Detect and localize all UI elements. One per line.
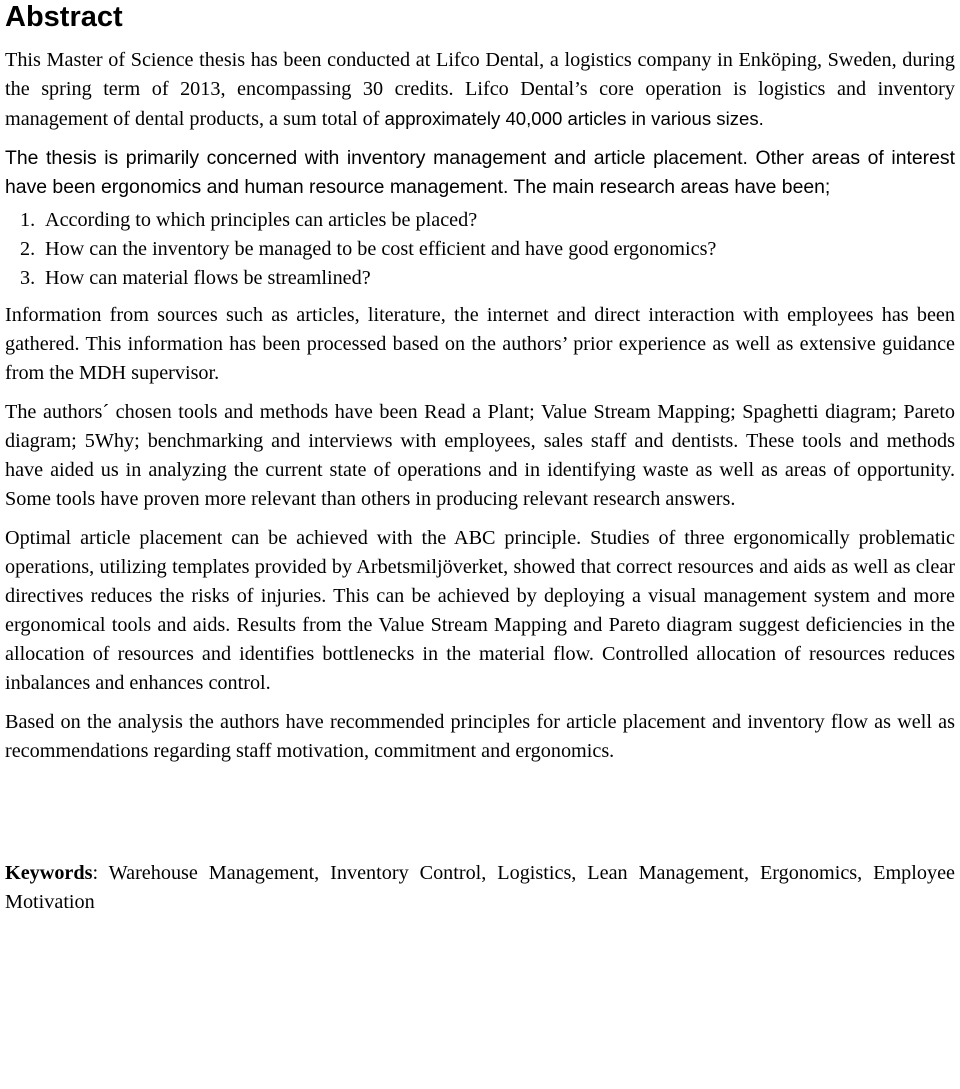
paragraph-methods: The authors´ chosen tools and methods have been Read a Plant; Value Stream Mapping; Spaghetti diagram; Pareto diagram; 5Why; benchmarking and interviews with employees, sales staff and dentists. These tools and methods have aided us in analyzing the current state of operations and in identifying waste as well as areas of opportunity. Some tools have proven more relevant than others in producing relevant research answers. [5, 401, 955, 510]
paragraph-sources: Information from sources such as articles, literature, the internet and direct interaction with employees has been gathered. This information has been processed based on the authors’ prior experience as well as extensive guidance from the MDH supervisor. [5, 304, 955, 384]
list-item [5, 264, 955, 293]
list-number: 2. [20, 238, 36, 260]
list-text: How can material flows be streamlined? [45, 267, 371, 289]
keywords-text: : Warehouse Management, Inventory Control, Logistics, Lean Management, Ergonomics, Employee Motivation [5, 862, 955, 913]
list-text: According to which principles can articles be placed? [45, 209, 478, 231]
paragraph-results: Optimal article placement can be achieved with the ABC principle. Studies of three ergonomically problematic operations, utilizing templates provided by Arbetsmiljöverket, showed that correct resources and aids as well as clear directives reduces the risks of injuries. This can be achieved by deploying a visual management system and more ergonomical tools and aids. Results from the Value Stream Mapping and Pareto diagram suggest deficiencies in the allocation of resources and identifies bottlenecks in the material flow. Controlled allocation of resources reduces inbalances and enhances control. [5, 527, 955, 694]
list-number: 3. [20, 267, 36, 289]
paragraph-conclusion: Based on the analysis the authors have recommended principles for article placement and inventory flow as well as recommendations regarding staff motivation, commitment and ergonomics. [5, 711, 955, 762]
intro-sans-text: approximately 40,000 articles in various sizes. [384, 108, 764, 129]
list-text: How can the inventory be managed to be cost efficient and have good ergonomics? [45, 238, 717, 260]
list-item [5, 235, 955, 264]
paragraph-intro [5, 46, 955, 134]
paragraph-scope: The thesis is primarily concerned with inventory management and article placement. Other areas of interest have been ergonomics and human resource management. The main research areas have been; [5, 147, 955, 198]
page-title: Abstract [5, 1, 123, 33]
abstract-page [5, 0, 955, 917]
research-questions-list [5, 206, 955, 293]
intro-serif-text: This Master of Science thesis has been conducted at Lifco Dental, a logistics company in Enköping, Sweden, during the spring term of 2013, encompassing 30 credits. Lifco Dental’s core operation is logistics and inventory management of dental products, a sum total of [5, 49, 955, 130]
keywords [5, 859, 955, 917]
list-number: 1. [20, 209, 36, 231]
list-item [5, 206, 955, 235]
keywords-label: Keywords [5, 862, 93, 884]
